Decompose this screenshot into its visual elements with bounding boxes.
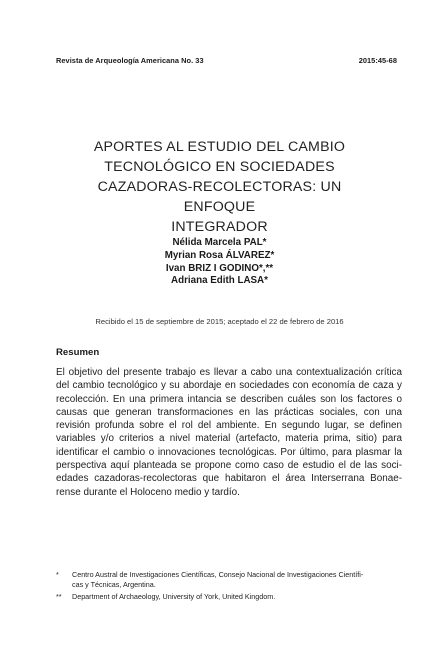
received-dates: Recibido el 15 de septiembre de 2015; aceptado el 22 de febrero de 2016 [95, 317, 344, 326]
article-title [60, 137, 379, 237]
abstract-heading: Resumen [56, 347, 100, 358]
footnote-line: Department of Archaeology, University of York, United Kingdom. [72, 592, 276, 601]
title-line: INTEGRADOR [171, 219, 268, 235]
running-head [56, 56, 397, 65]
abstract-line: perspectiva aquí planteada se propone como caso de estudio el de las soci- [56, 460, 402, 472]
author: Ivan BRIZ I GODINO*,** [165, 262, 274, 274]
footnote-line: Centro Austral de Investigaciones Científicas, Consejo Nacional de Investigaciones Científi- [72, 570, 364, 579]
author: Nélida Marcela PAL* [172, 237, 267, 248]
abstract-line: variables y/o criterios a nivel material (artefacto, materia prima, sitio) para [56, 433, 402, 445]
footnote [56, 592, 406, 602]
abstract-line: rense durante el Holoceno medio y tardío. [56, 486, 240, 498]
author: Myrian Rosa ÁLVAREZ* [164, 249, 275, 261]
page-range: 2015:45-68 [358, 56, 397, 65]
abstract-line: El objetivo del presente trabajo es llevar a cabo una contextualización crítica [56, 367, 402, 378]
author-list [60, 237, 379, 288]
title-line: TECNOLÓGICO EN SOCIEDADES [104, 159, 335, 175]
journal-name: Revista de Arqueología Americana No. 33 [56, 56, 204, 65]
abstract-line: causas que generan transformaciones en las prácticas sociales, con una [56, 406, 402, 418]
abstract-line: edades cazadoras-recolectoras que habitaron el área Interserrana Bonae- [56, 473, 402, 485]
footnotes [56, 570, 406, 602]
author: Adriana Edith LASA* [171, 275, 268, 287]
footnote [56, 570, 406, 590]
title-line: APORTES AL ESTUDIO DEL CAMBIO [93, 139, 346, 155]
abstract-line: revisión profunda sobre el rol del ambiente. En segundo lugar, se definen [56, 420, 402, 432]
footnote-text [72, 592, 275, 602]
footnote-line: cas y Técnicas, Argentina. [72, 580, 156, 589]
footnote-mark: * [56, 570, 59, 579]
title-line: CAZADORAS-RECOLECTORAS: UN ENFOQUE [97, 179, 342, 215]
abstract-line: identificar el cambio o innovaciones tecnológicas. Por último, para plasmar la [56, 446, 402, 458]
abstract-line: del cambio tecnológico y su abordaje en sociedades con economía de caza y [56, 380, 402, 392]
abstract-body [56, 366, 402, 499]
footnote-mark: ** [56, 592, 62, 601]
abstract-line: recolección. En una primera intancia se describen cuáles son los factores o [56, 393, 402, 405]
footnote-text [72, 570, 363, 590]
